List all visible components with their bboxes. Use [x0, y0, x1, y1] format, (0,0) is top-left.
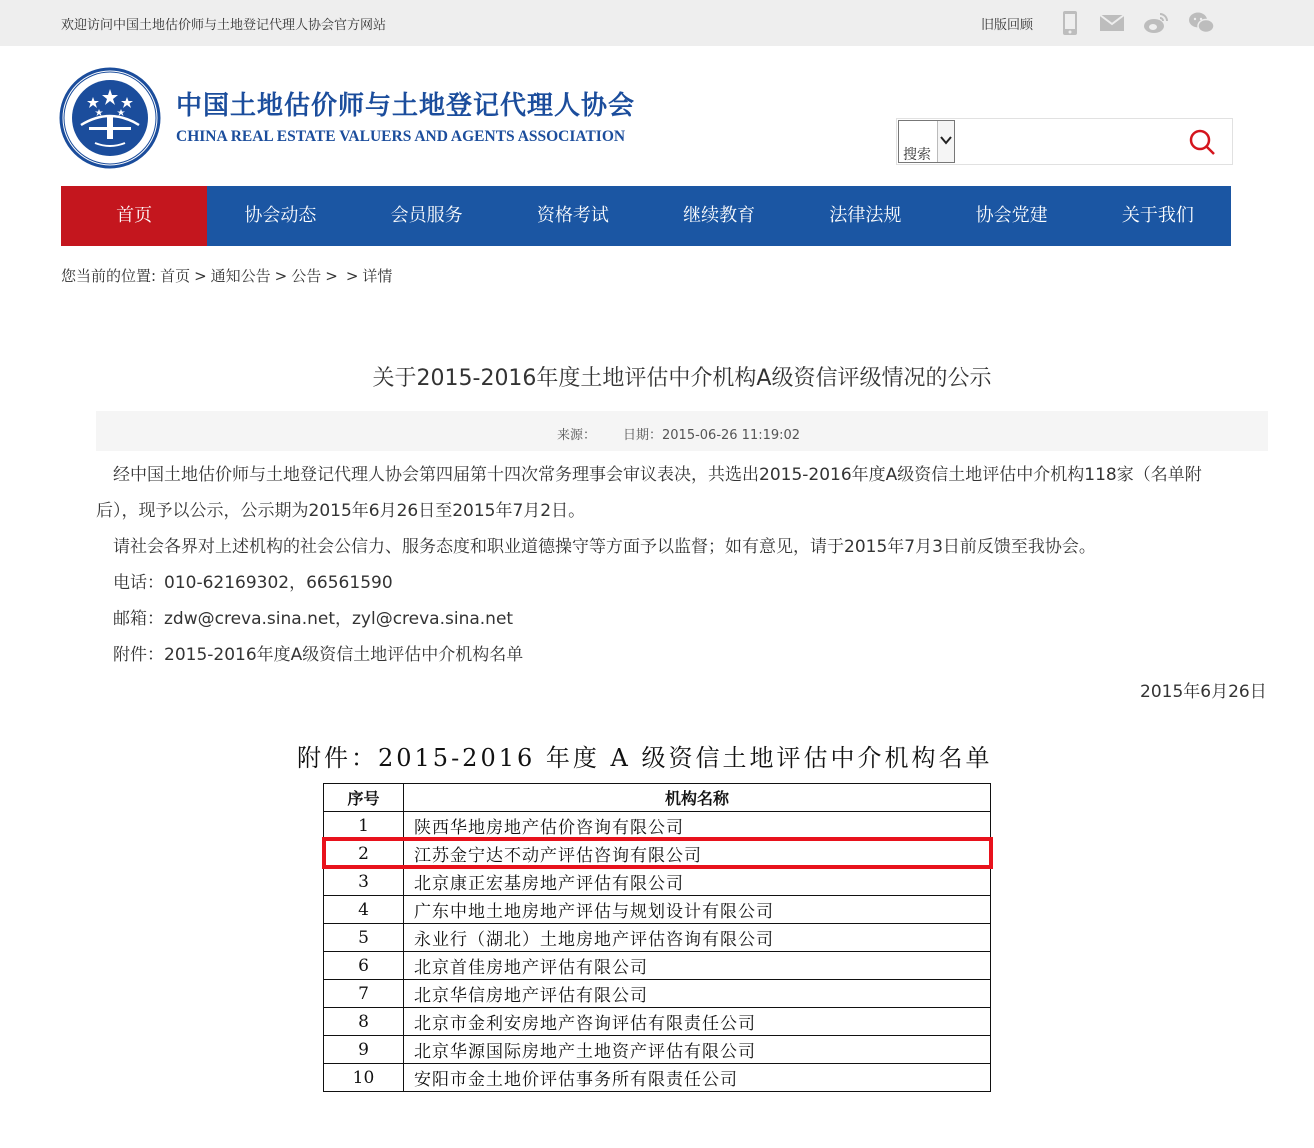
article-source: 来源： — [557, 428, 597, 443]
table-row — [324, 952, 991, 980]
row-name: 陕西华地房地产估价咨询有限公司 — [404, 812, 991, 840]
search-scope-label: 搜索 — [903, 147, 931, 163]
table-row — [324, 812, 991, 840]
org-name-en: CHINA REAL ESTATE VALUERS AND AGENTS ASSOCIATION — [176, 128, 626, 145]
row-no: 5 — [324, 924, 404, 952]
sign-date: 2015年6月26日 — [1140, 682, 1267, 702]
breadcrumb: 您当前的位置: 首页 > 通知公告 > 公告 > > 详情 — [61, 267, 393, 285]
row-name: 北京华信房地产评估有限公司 — [404, 980, 991, 1008]
contact-email: 邮箱：zdw@creva.sina.net，zyl@creva.sina.net — [113, 609, 514, 629]
table-row — [324, 924, 991, 952]
row-name: 安阳市金土地价评估事务所有限责任公司 — [404, 1064, 991, 1092]
nav-item-news[interactable]: 协会动态 — [244, 205, 317, 226]
annex-title: 附件：2015-2016 年度 A 级资信土地评估中介机构名单 — [297, 744, 993, 772]
wechat-icon[interactable] — [1188, 10, 1214, 36]
breadcrumb-prefix: 您当前的位置: — [61, 267, 157, 285]
paragraph-2: 请社会各界对上述机构的社会公信力、服务态度和职业道德操守等方面予以监督；如有意见，请于2015年7月3日前反馈至我协会。 — [113, 537, 1096, 557]
row-no: 10 — [324, 1064, 404, 1092]
row-name: 江苏金宁达不动产评估咨询有限公司 — [404, 840, 991, 868]
header-name: 机构名称 — [404, 784, 991, 812]
search-input[interactable] — [959, 125, 1179, 159]
table-row — [324, 896, 991, 924]
association-logo[interactable] — [59, 67, 161, 169]
nav-item-about[interactable]: 关于我们 — [1121, 205, 1194, 226]
org-name-cn: 中国土地估价师与土地登记代理人协会 — [176, 91, 636, 121]
header-no: 序号 — [324, 784, 404, 812]
top-bar — [0, 0, 1314, 46]
mobile-icon[interactable] — [1057, 10, 1083, 36]
article-title: 关于2015-2016年度土地评估中介机构A级资信评级情况的公示 — [372, 366, 992, 391]
row-name: 北京首佳房地产评估有限公司 — [404, 952, 991, 980]
nav-item-party[interactable]: 协会党建 — [975, 205, 1048, 226]
mail-icon[interactable] — [1099, 10, 1125, 36]
table-row — [324, 1036, 991, 1064]
paragraph-1-line-2: 后），现予以公示，公示期为2015年6月26日至2015年7月2日。 — [96, 501, 586, 521]
row-no: 7 — [324, 980, 404, 1008]
row-no: 1 — [324, 812, 404, 840]
table-row — [324, 980, 991, 1008]
row-no: 9 — [324, 1036, 404, 1064]
row-name: 北京康正宏基房地产评估有限公司 — [404, 868, 991, 896]
row-name: 永业行（湖北）土地房地产评估咨询有限公司 — [404, 924, 991, 952]
breadcrumb-announcements[interactable]: 公告 — [291, 267, 322, 285]
row-no: 3 — [324, 868, 404, 896]
breadcrumb-notices[interactable]: 通知公告 — [210, 267, 271, 285]
table-row — [324, 1008, 991, 1036]
breadcrumb-detail: 详情 — [362, 267, 393, 285]
row-name: 广东中地土地房地产评估与规划设计有限公司 — [404, 896, 991, 924]
table-row — [324, 1064, 991, 1092]
table-row — [324, 868, 991, 896]
welcome-text: 欢迎访问中国土地估价师与土地登记代理人协会官方网站 — [61, 18, 387, 33]
row-no: 2 — [324, 840, 404, 868]
search-icon[interactable] — [1187, 127, 1217, 157]
org-table — [323, 783, 991, 1092]
row-no: 8 — [324, 1008, 404, 1036]
main-nav — [61, 186, 1231, 246]
nav-item-education[interactable]: 继续教育 — [683, 205, 756, 226]
table-header-row — [324, 784, 991, 812]
search-scope-select[interactable] — [898, 120, 955, 163]
paragraph-1-line-1: 经中国土地估价师与土地登记代理人协会第四届第十四次常务理事会审议表决，共选出2015-2016年度A级资信土地评估中介机构118家（名单附 — [113, 465, 1202, 485]
row-no: 4 — [324, 896, 404, 924]
nav-item-home[interactable]: 首页 — [61, 186, 207, 246]
search-box — [896, 118, 1233, 165]
row-name: 北京华源国际房地产土地资产评估有限公司 — [404, 1036, 991, 1064]
nav-item-laws[interactable]: 法律法规 — [829, 205, 902, 226]
attachment-text[interactable]: 附件：2015-2016年度A级资信土地评估中介机构名单 — [113, 645, 524, 665]
row-name: 北京市金利安房地产咨询评估有限责任公司 — [404, 1008, 991, 1036]
nav-item-member-services[interactable]: 会员服务 — [390, 205, 463, 226]
article-date: 日期：2015-06-26 11:19:02 — [623, 428, 801, 443]
breadcrumb-home[interactable]: 首页 — [160, 267, 191, 285]
weibo-icon[interactable] — [1143, 10, 1169, 36]
nav-item-exams[interactable]: 资格考试 — [536, 205, 609, 226]
contact-phone: 电话：010-62169302，66561590 — [113, 573, 393, 593]
old-site-link[interactable]: 旧版回顾 — [981, 18, 1034, 33]
article-meta — [96, 411, 1268, 451]
chevron-down-icon[interactable] — [937, 121, 954, 162]
row-no: 6 — [324, 952, 404, 980]
highlight-row-box — [322, 837, 993, 869]
